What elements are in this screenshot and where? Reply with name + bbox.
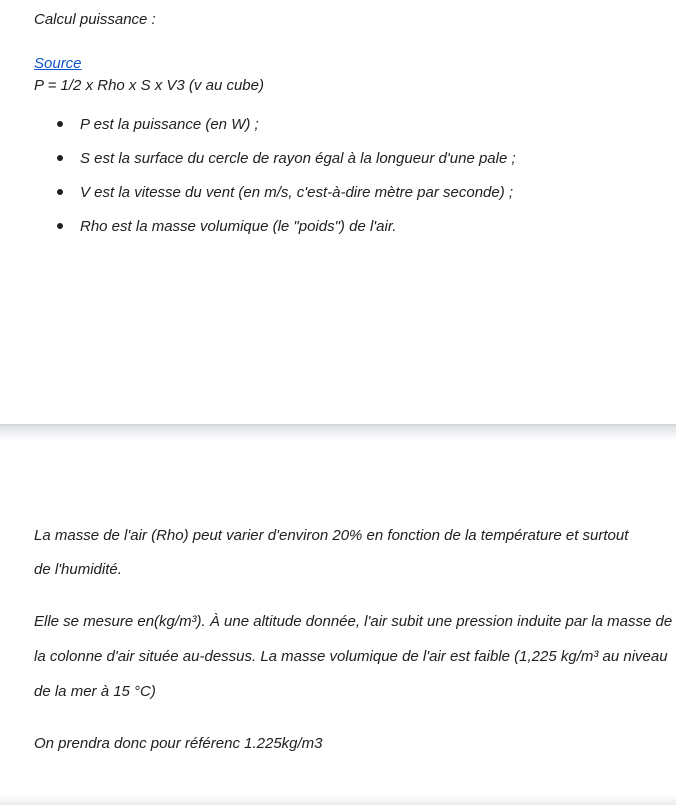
list-item-text: S est la surface du cercle de rayon égal à la longueur d'une pale ; <box>80 149 516 167</box>
paragraph-rho-variation <box>34 519 628 587</box>
list-item <box>34 175 516 209</box>
bullet-icon <box>57 189 63 195</box>
paragraph-line: de la mer à 15 °C) <box>34 683 156 700</box>
paragraph-line: La masse de l'air (Rho) peut varier d'environ 20% en fonction de la température et surtout <box>34 527 629 544</box>
list-item-text: Rho est la masse volumique (le "poids") de l'air. <box>80 217 397 235</box>
paragraph-air-density <box>34 604 672 709</box>
paragraph-line: la colonne d'air située au-dessus. La masse volumique de l'air est faible (1,225 kg/m³ au niveau <box>34 648 668 665</box>
paragraph-line: de l'humidité. <box>34 561 122 578</box>
bullet-icon <box>57 121 63 127</box>
power-formula: P = 1/2 x Rho x S x V3 (v au cube) <box>34 77 264 94</box>
bullet-icon <box>57 155 63 161</box>
list-item <box>34 107 516 141</box>
formula-variable-list <box>34 107 516 243</box>
section-title: Calcul puissance : <box>34 11 156 28</box>
list-item <box>34 209 516 243</box>
list-item <box>34 141 516 175</box>
list-item-text: V est la vitesse du vent (en m/s, c'est-à-dire mètre par seconde) ; <box>80 183 514 201</box>
bullet-icon <box>57 223 63 229</box>
list-item-text: P est la puissance (en W) ; <box>80 115 259 133</box>
paragraph-reference-value: On prendra donc pour référenc 1.225kg/m3 <box>34 735 323 752</box>
source-line <box>34 53 82 75</box>
page-break-divider <box>0 424 676 441</box>
paragraph-line: Elle se mesure en(kg/m³). À une altitude donnée, l'air subit une pression induite par la masse de <box>34 613 673 630</box>
bottom-page-break-divider <box>0 794 676 805</box>
source-link[interactable]: Source <box>34 55 82 72</box>
